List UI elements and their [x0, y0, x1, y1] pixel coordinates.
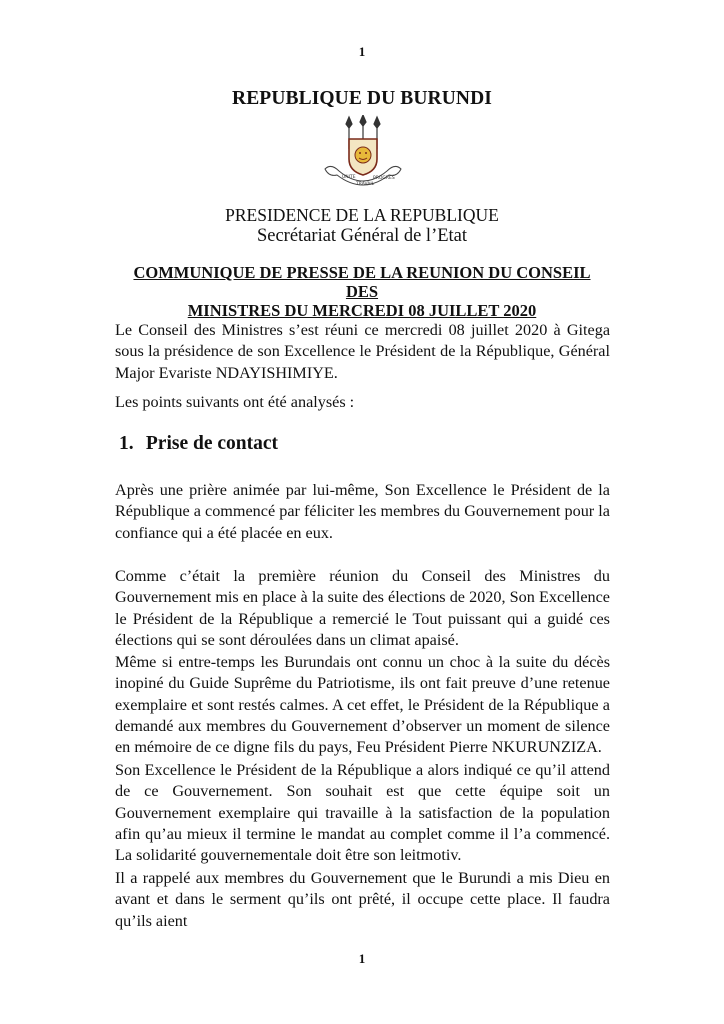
motto-word-1: UNITE [342, 175, 356, 180]
page-number-top: 1 [358, 44, 366, 59]
coat-of-arms-icon [313, 115, 413, 195]
body-paragraph: Comme c’était la première réunion du Conseil des Ministres du Gouvernement mis en place à la suite des élections de 2020, Son Excellence le Président de la République a remercié le Tout puissant qui a guidé ces élections qui se sont déroulées dans un climat apaisé. [115, 567, 610, 649]
presidence-heading: PRESIDENCE DE LA REPUBLIQUE [225, 205, 499, 225]
points-intro: Les points suivants ont été analysés : [115, 393, 355, 411]
communique-title [130, 263, 594, 320]
intro-paragraph: Le Conseil des Ministres s’est réuni ce mercredi 08 juillet 2020 à Gitega sous la présidence de son Excellence le Président de la République, Général Major Evariste NDAYISHIMIYE. [115, 321, 610, 382]
section-heading [115, 433, 278, 455]
secretariat-heading: Secrétariat Général de l’Etat [256, 226, 468, 246]
body-paragraph: Il a rappelé aux membres du Gouvernement que le Burundi a mis Dieu en avant et dans le serment qu’ils ont prêté, il occupe cette place. Il faudra qu’ils aient [115, 869, 610, 930]
communique-title-line2: MINISTRES DU MERCREDI 08 JUILLET 2020 [187, 301, 537, 320]
body-paragraph: Même si entre-temps les Burundais ont connu un choc à la suite du décès inopiné du Guide Suprême du Patriotisme, ils ont fait preuve d’une retenue exemplaire et sont restés calmes. A cet effet, le Président de la République a demandé aux membres du Gouvernement d’observer un moment de silence en mémoire de ce digne fils du pays, Feu Président Pierre NKURUNZIZA. [115, 653, 610, 757]
section-number: 1. [119, 433, 134, 454]
page-number-bottom: 1 [358, 951, 366, 966]
motto-word-2: TRAVAIL [356, 182, 375, 187]
body-paragraph: Après une prière animée par lui-même, Son Excellence le Président de la République a commencé par féliciter les membres du Gouvernement pour la confiance qui a été placée en eux. [115, 481, 610, 542]
communique-title-line1: COMMUNIQUE DE PRESSE DE LA REUNION DU CONSEIL DES [133, 263, 591, 301]
section-title: Prise de contact [145, 433, 278, 454]
motto-word-3: PROGRES [373, 176, 395, 181]
republic-heading: REPUBLIQUE DU BURUNDI [232, 88, 492, 109]
body-paragraph: Son Excellence le Président de la République a alors indiqué ce qu’il attend de ce Gouvernement. Son souhait est que cette équipe soit un Gouvernement exemplaire qui travaille à la satisfaction de la population afin qu’au mieux il termine le mandat au complet comme il l’a commencé. La solidarité gouvernementale doit être son leitmotiv. [115, 761, 610, 865]
